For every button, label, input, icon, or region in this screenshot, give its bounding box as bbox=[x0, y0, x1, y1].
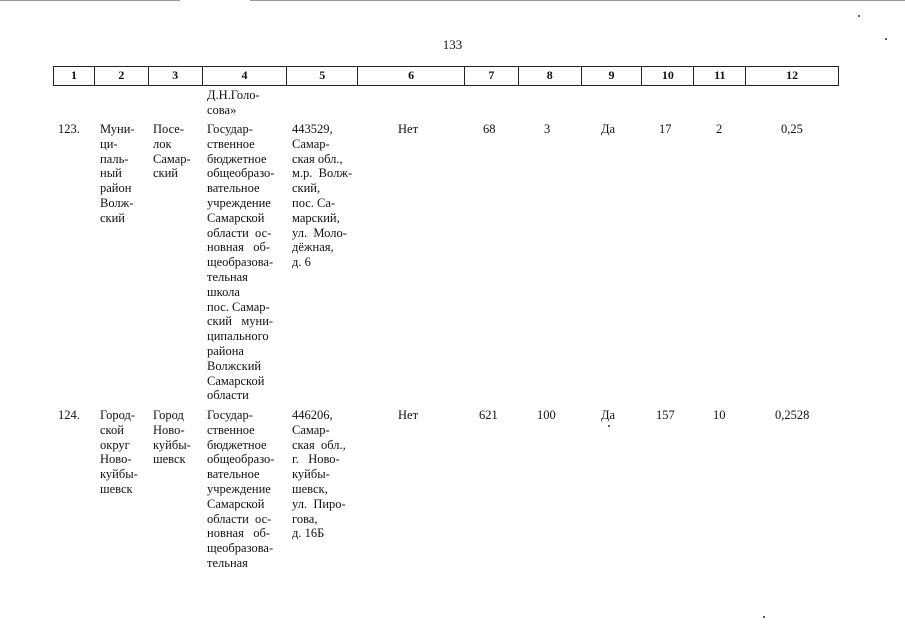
locality-cell: Город Ново- куйбы- шевск bbox=[153, 408, 191, 467]
col8-cell: 100 bbox=[537, 408, 556, 422]
header-col-6: 6 bbox=[358, 67, 465, 85]
institution-cell: Государ- ственное бюджетное общеобразо- вательное учреждение Самарской области ос- новная об- щеобразова- тельная bbox=[207, 408, 275, 570]
institution-cell: Государ- ственное бюджетное общеобразо- вательное учреждение Самарской области ос- новная об- щеобразова- тельная школа пос. Самар- ский муни- ципального района Волжский Самарской области bbox=[207, 122, 275, 403]
col10-cell: 17 bbox=[659, 122, 672, 136]
page-number: 133 bbox=[442, 37, 463, 52]
header-col-7: 7 bbox=[465, 67, 519, 85]
col8-cell: 3 bbox=[544, 122, 551, 136]
header-col-8: 8 bbox=[519, 67, 582, 85]
col11-cell: 2 bbox=[716, 122, 723, 136]
row-number: 123. bbox=[58, 122, 80, 136]
col10-cell: 157 bbox=[656, 408, 675, 422]
col9-cell: Да bbox=[601, 408, 616, 422]
header-col-2: 2 bbox=[95, 67, 149, 85]
header-col-9: 9 bbox=[582, 67, 643, 85]
header-col-1: 1 bbox=[54, 67, 95, 85]
col11-cell: 10 bbox=[713, 408, 726, 422]
header-col-12: 12 bbox=[786, 68, 799, 82]
scan-edge-line bbox=[250, 0, 905, 1]
row-number: 124. bbox=[58, 408, 80, 422]
scan-speck bbox=[858, 15, 860, 17]
scan-edge-line bbox=[0, 0, 180, 1]
scan-speck bbox=[885, 38, 887, 40]
col7-cell: 621 bbox=[479, 408, 498, 422]
col12-cell: 0,25 bbox=[781, 122, 803, 136]
address-cell: 446206, Самар- ская обл., г. Ново- куйбы- шевск, ул. Пиро- гова, д. 16Б bbox=[292, 408, 346, 541]
header-col-10: 10 bbox=[642, 67, 694, 85]
municipality-cell: Город- ской округ Ново- куйбы- шевск bbox=[100, 408, 138, 496]
header-col-11: 11 bbox=[694, 67, 746, 85]
municipality-cell: Муни- ци- паль- ный район Волж- ский bbox=[100, 122, 135, 225]
col6-cell: Нет bbox=[398, 408, 419, 422]
scan-speck bbox=[608, 425, 610, 427]
col7-cell: 68 bbox=[483, 122, 496, 136]
scan-speck bbox=[763, 616, 765, 618]
address-cell: 443529, Самар- ская обл., м.р. Волж- ский, пос. Са- марский, ул. Моло- дёжная, д. 6 bbox=[292, 122, 353, 270]
header-col-4: 4 bbox=[203, 67, 288, 85]
col6-cell: Нет bbox=[398, 122, 419, 136]
locality-cell: Посе- лок Самар- ский bbox=[153, 122, 191, 181]
col12-cell: 0,2528 bbox=[775, 408, 810, 422]
header-col-3: 3 bbox=[149, 67, 203, 85]
table-header bbox=[53, 66, 839, 86]
col9-cell: Да bbox=[601, 122, 616, 136]
continuation-text: Д.Н.Голо- сова» bbox=[207, 88, 260, 117]
header-col-5: 5 bbox=[287, 67, 358, 85]
